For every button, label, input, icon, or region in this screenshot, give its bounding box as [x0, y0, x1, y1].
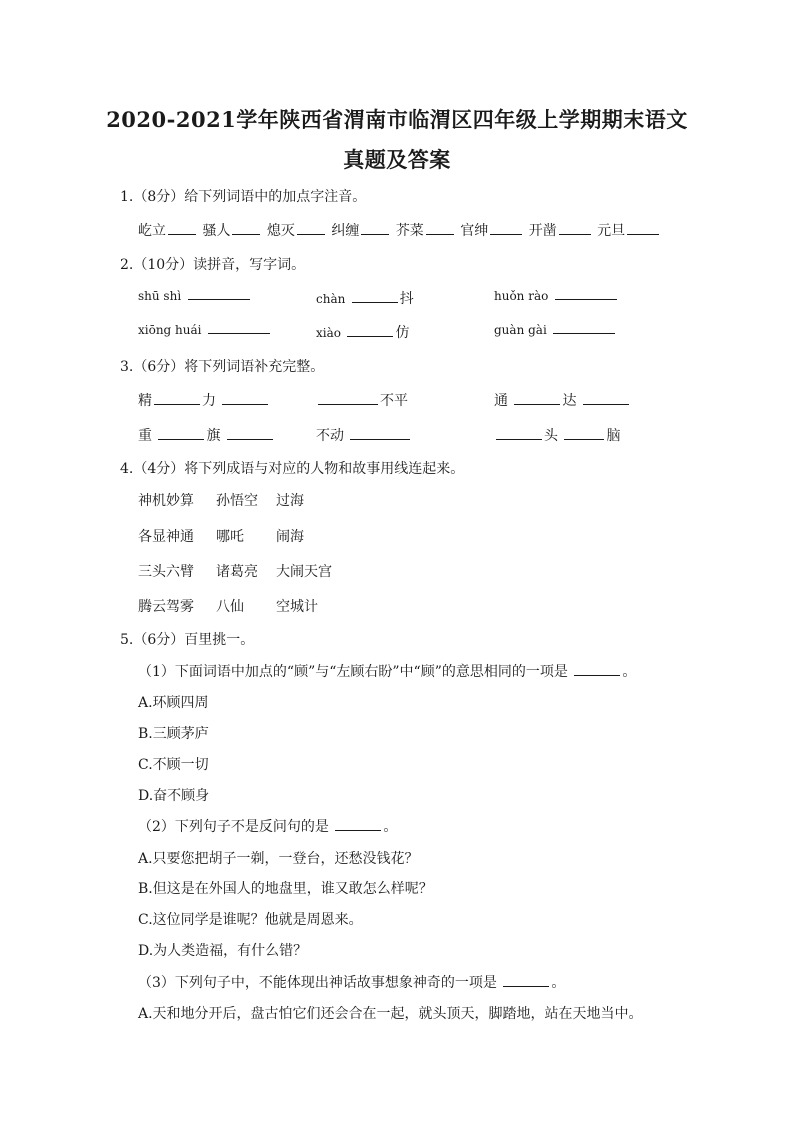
q3-item — [494, 390, 631, 410]
option-d[interactable]: D.奋不顾身 — [138, 788, 210, 804]
q4-idiom: 腾云驾雾 — [138, 599, 194, 615]
q4-person: 诸葛亮 — [216, 564, 258, 580]
q3-item — [138, 390, 270, 410]
pinyin: huǒn rào — [494, 289, 549, 303]
option-d[interactable]: D.为人类造福，有什么错？ — [138, 943, 308, 959]
option-a[interactable]: A.环顾四周 — [138, 695, 209, 711]
answer-blank[interactable] — [514, 403, 560, 405]
answer-blank[interactable] — [347, 335, 393, 337]
punctuation: 。 — [383, 819, 398, 835]
answer-blank[interactable] — [426, 233, 454, 235]
q3-item — [316, 390, 408, 410]
given-char: 达 — [562, 393, 577, 409]
q2-item — [494, 288, 619, 304]
sub-question-text: （1）下面词语中加点的“顾”与“左顾右盼”中“顾”的意思相同的一项是 — [138, 664, 568, 680]
q1-word: 骚人 — [202, 223, 231, 239]
given-char: 脑 — [606, 428, 621, 444]
q3-item — [138, 425, 275, 445]
question-4-stem: 4.（4分）将下列成语与对应的人物和故事用线连起来。 — [120, 461, 465, 477]
q3-item — [316, 425, 412, 445]
q2-item — [138, 322, 272, 338]
given-char: 抖 — [399, 291, 414, 307]
given-char: 不动 — [316, 428, 344, 444]
question-1-words — [138, 220, 661, 240]
answer-blank[interactable] — [188, 298, 250, 300]
answer-blank[interactable] — [208, 332, 270, 334]
sub-question-text: （3）下列句子中，不能体现出神话故事想象神奇的一项是 — [138, 975, 497, 991]
given-char: 仿 — [395, 325, 410, 341]
q2-item — [138, 288, 252, 304]
q4-idiom: 神机妙算 — [138, 493, 194, 509]
q1-word: 元旦 — [597, 223, 626, 239]
q2-item — [316, 288, 414, 308]
q4-story: 大闹天宫 — [276, 564, 332, 580]
given-char: 重 — [138, 428, 152, 444]
pinyin: shū shì — [138, 289, 182, 303]
answer-blank[interactable] — [168, 233, 196, 235]
answer-blank[interactable] — [318, 403, 378, 405]
given-char: 头 — [544, 428, 558, 444]
answer-blank[interactable] — [297, 233, 325, 235]
answer-blank[interactable] — [583, 403, 629, 405]
answer-blank[interactable] — [559, 233, 591, 235]
question-2-stem: 2.（10分）读拼音，写字词。 — [120, 257, 306, 273]
option-c[interactable]: C.不顾一切 — [138, 757, 209, 773]
q5-sub1-stem — [138, 661, 636, 681]
q1-word: 芥菜 — [395, 223, 424, 239]
pinyin: xiōng huái — [138, 323, 202, 337]
q1-word: 屹立 — [138, 223, 166, 239]
answer-blank[interactable] — [490, 233, 522, 235]
punctuation: 。 — [622, 664, 637, 680]
given-char: 力 — [202, 393, 216, 409]
answer-blank[interactable] — [574, 674, 620, 676]
q3-item — [494, 425, 620, 445]
question-5-stem: 5.（6分）百里挑一。 — [120, 632, 255, 648]
option-c[interactable]: C.这位同学是谁呢？他就是周恩来。 — [138, 912, 363, 928]
q4-person: 哪吒 — [216, 529, 244, 545]
q2-item — [494, 322, 617, 338]
answer-blank[interactable] — [555, 298, 617, 300]
question-1-stem: 1.（8分）给下列词语中的加点字注音。 — [120, 189, 367, 205]
option-a[interactable]: A.天和地分开后，盘古怕它们还会合在一起，就头顶天，脚踏地，站在天地当中。 — [138, 1006, 643, 1022]
pinyin: xiào — [316, 326, 341, 340]
q1-word: 纠缠 — [331, 223, 360, 239]
answer-blank[interactable] — [350, 438, 410, 440]
answer-blank[interactable] — [496, 438, 542, 440]
q1-word: 官绅 — [460, 223, 489, 239]
answer-blank[interactable] — [158, 438, 204, 440]
punctuation: 。 — [551, 975, 566, 991]
page-title-line2: 真题及答案 — [343, 147, 451, 172]
answer-blank[interactable] — [232, 233, 260, 235]
answer-blank[interactable] — [564, 438, 604, 440]
q4-person: 孙悟空 — [216, 493, 258, 509]
given-char: 通 — [494, 393, 508, 409]
q5-sub3-stem — [138, 972, 565, 992]
option-b[interactable]: B.三顾茅庐 — [138, 726, 209, 742]
given-char: 不平 — [380, 393, 408, 409]
answer-blank[interactable] — [335, 829, 381, 831]
q4-idiom: 三头六臂 — [138, 564, 194, 580]
answer-blank[interactable] — [627, 233, 659, 235]
question-3-stem: 3.（6分）将下列词语补充完整。 — [120, 359, 325, 375]
pinyin: chàn — [316, 292, 346, 306]
answer-blank[interactable] — [503, 985, 549, 987]
q4-person: 八仙 — [216, 599, 244, 615]
pinyin: guàn gài — [494, 323, 547, 337]
answer-blank[interactable] — [227, 438, 273, 440]
q1-word: 熄灭 — [266, 223, 295, 239]
answer-blank[interactable] — [222, 403, 268, 405]
option-b[interactable]: B.但这是在外国人的地盘里，谁又敢怎么样呢？ — [138, 881, 433, 897]
q1-word: 开凿 — [528, 223, 557, 239]
option-a[interactable]: A.只要您把胡子一剃，一登台，还愁没钱花？ — [138, 851, 419, 867]
answer-blank[interactable] — [352, 301, 398, 303]
sub-question-text: （2）下列句子不是反问句的是 — [138, 819, 329, 835]
given-char: 旗 — [206, 428, 221, 444]
q4-story: 过海 — [276, 493, 304, 509]
q4-idiom: 各显神通 — [138, 529, 194, 545]
q4-story: 闹海 — [276, 529, 304, 545]
page-title: 2020-2021学年陕西省渭南市临渭区四年级上学期期末语文 — [106, 107, 688, 132]
q2-item — [316, 322, 409, 342]
answer-blank[interactable] — [553, 332, 615, 334]
answer-blank[interactable] — [361, 233, 389, 235]
given-char: 精 — [138, 393, 152, 409]
answer-blank[interactable] — [154, 403, 200, 405]
q5-sub2-stem — [138, 816, 397, 836]
q4-story: 空城计 — [276, 599, 318, 615]
